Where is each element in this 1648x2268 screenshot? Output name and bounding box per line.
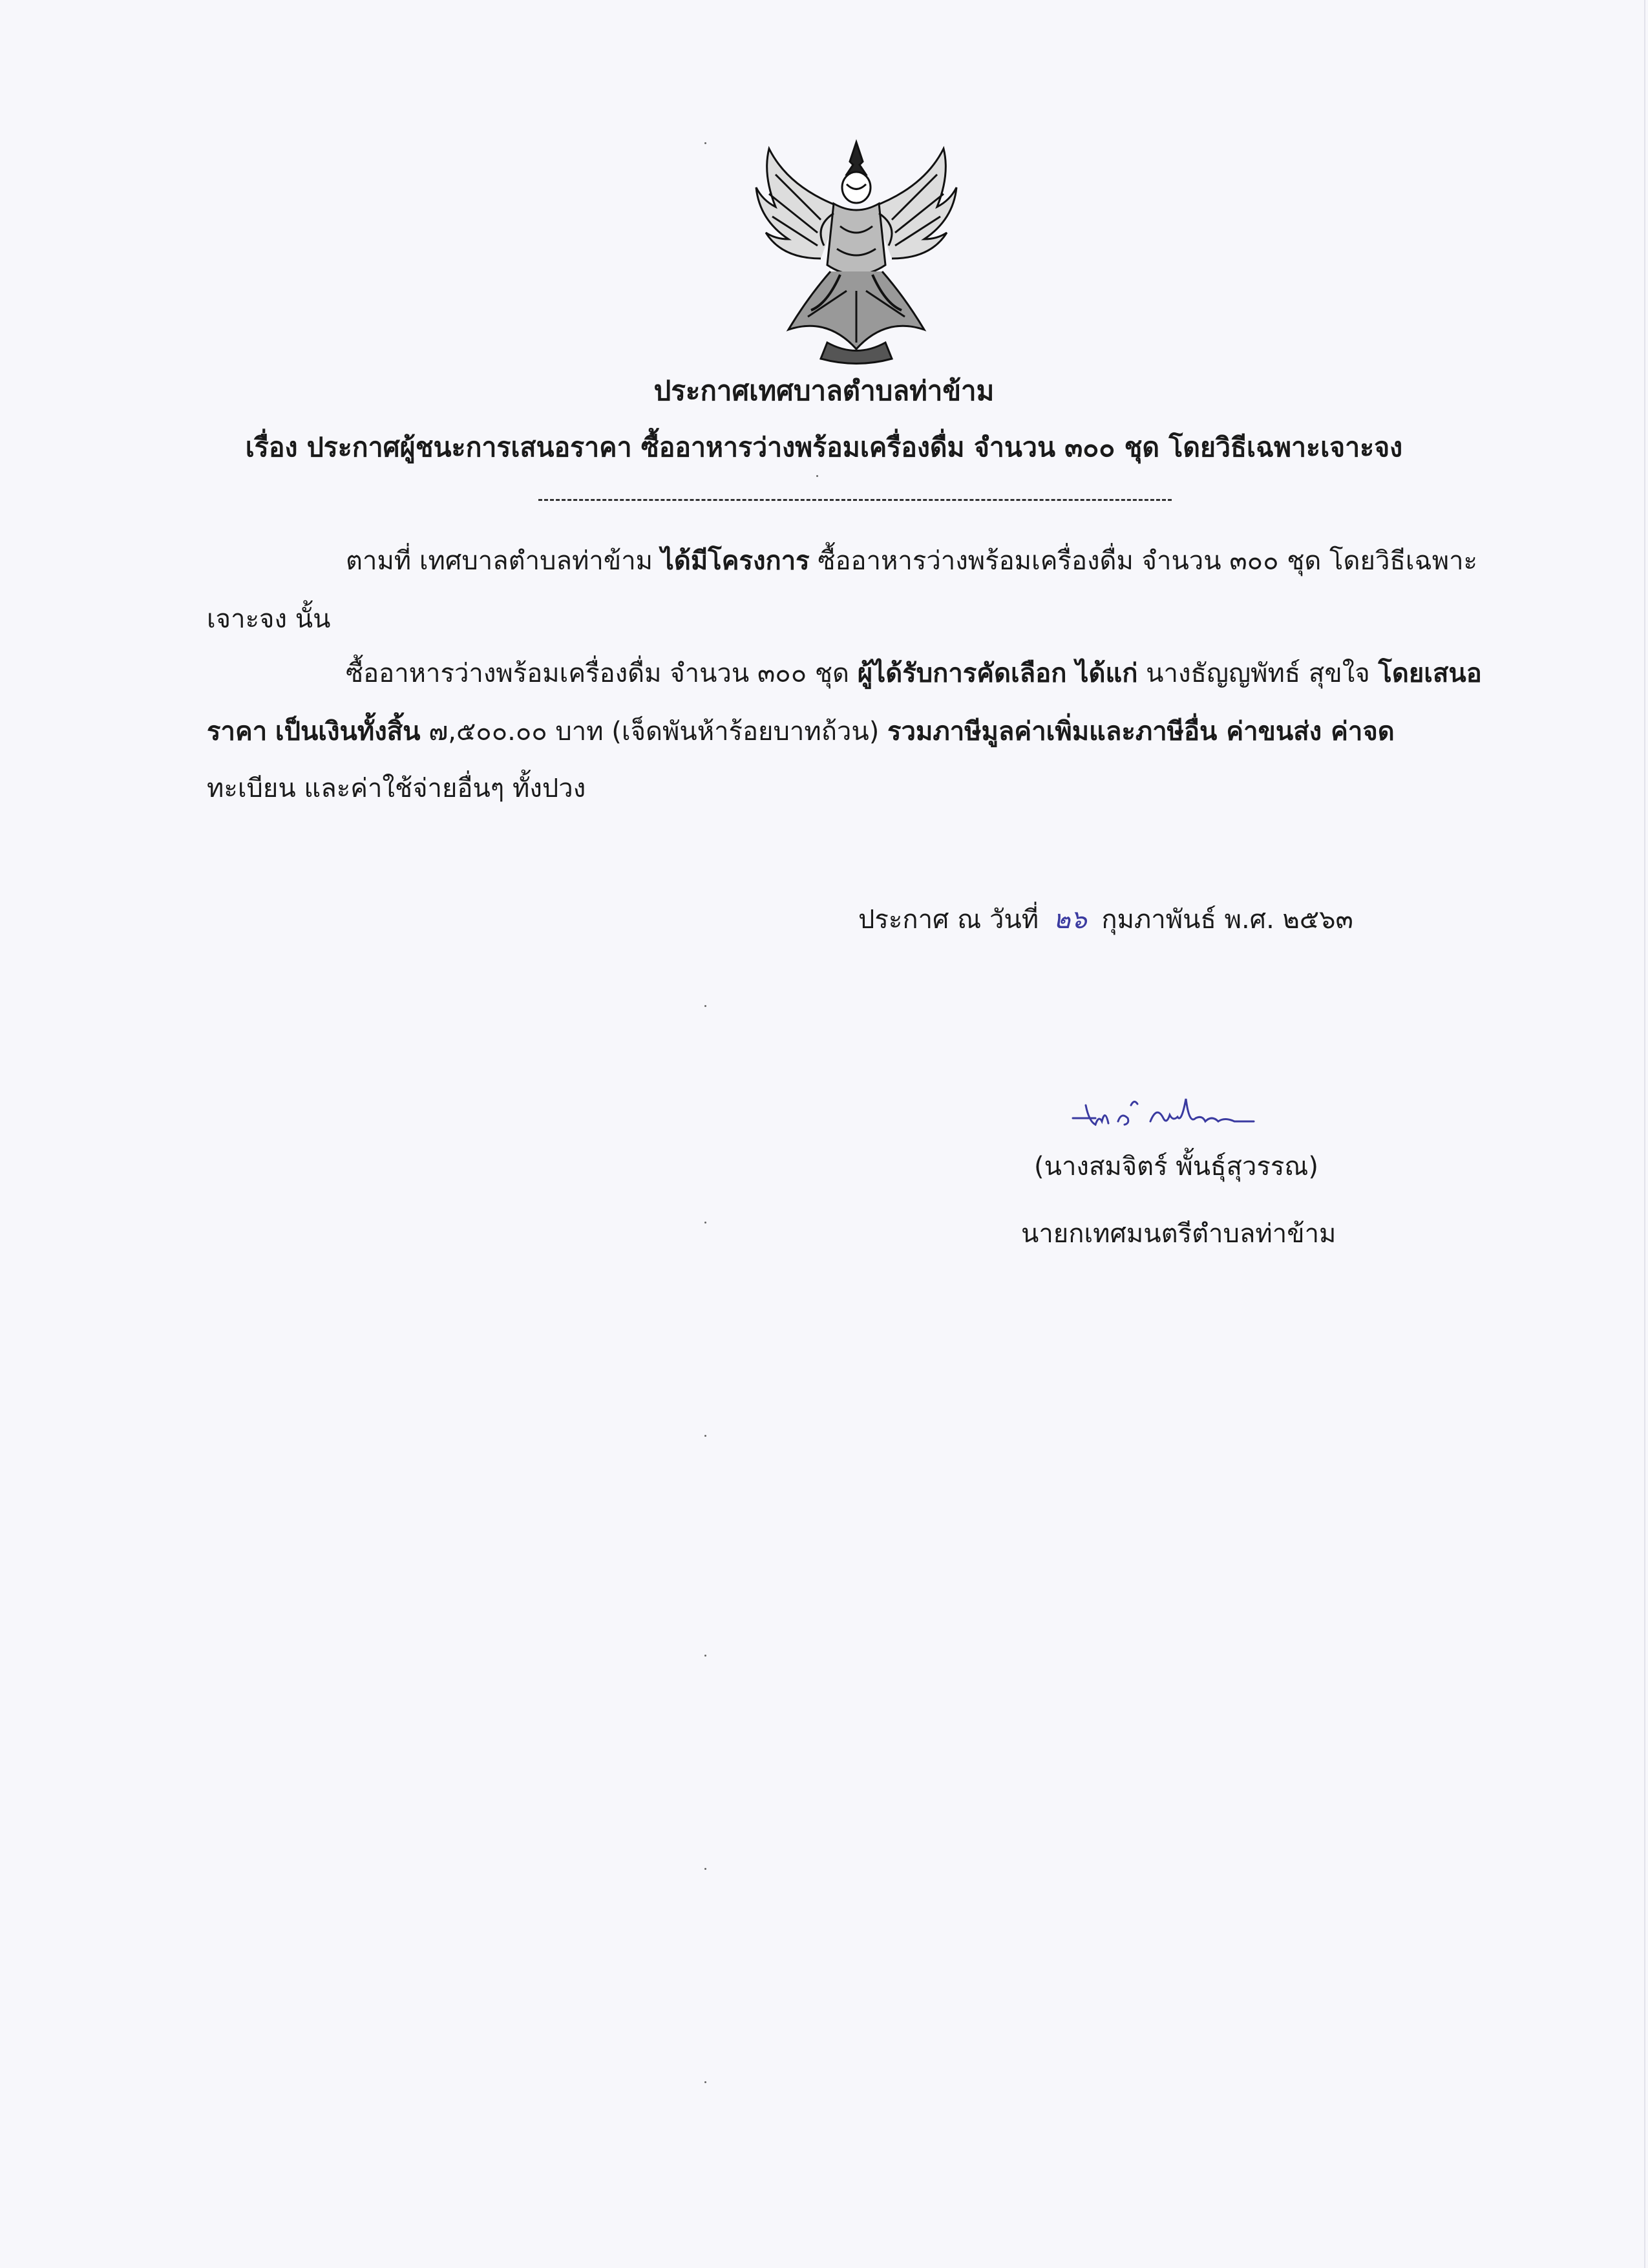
scan-speck — [704, 1005, 706, 1007]
date-day: ๒๖ — [1053, 905, 1087, 935]
p2-text-d: โดยเสนอ — [1378, 659, 1482, 688]
office-title: ประกาศเทศบาลตำบลท่าข้าม — [653, 375, 995, 407]
date-prefix: ประกาศ ณ วันที่ — [858, 905, 1039, 935]
scan-speck — [704, 1435, 706, 1437]
p1-text-b: ได้มีโครงการ — [660, 546, 810, 576]
p2-text-h: รวมภาษีมูลค่าเพิ่มและภาษีอื่น ค่าขนส่ง ค่าจด — [887, 717, 1395, 747]
scan-speck — [704, 1868, 706, 1870]
separator-line — [538, 499, 1172, 501]
p1-text-c: ซื้ออาหารว่างพร้อมเครื่องดื่ม จำนวน ๓๐๐ ชุด โดยวิธีเฉพาะ — [818, 546, 1478, 576]
p2-text-f: เป็นเงินทั้งสิ้น — [275, 717, 421, 747]
garuda-emblem-icon — [750, 136, 963, 368]
announcement-date — [858, 898, 1353, 940]
scan-speck — [704, 1222, 706, 1224]
p2-text-e: ราคา — [207, 717, 268, 747]
paragraph-1-line-1 — [346, 548, 1477, 574]
paragraph-2-line-3: ทะเบียน และค่าใช้จ่ายอื่นๆ ทั้งปวง — [207, 774, 586, 803]
p1-text-a: ตามที่ เทศบาลตำบลท่าข้าม — [346, 546, 653, 576]
scan-speck — [816, 475, 818, 477]
scan-speck — [704, 142, 706, 144]
subject-title: เรื่อง ประกาศผู้ชนะการเสนอราคา ซื้ออาหารว่างพร้อมเครื่องดื่ม จำนวน ๓๐๐ ชุด โดยวิธีเฉพาะเจาะจง — [245, 432, 1403, 463]
p2-text-g: ๗,๕๐๐.๐๐ บาท (เจ็ดพันห้าร้อยบาทถ้วน) — [428, 717, 880, 747]
signature-mark — [1066, 1086, 1260, 1138]
paragraph-2-line-2 — [207, 719, 1395, 745]
p2-text-b: ผู้ได้รับการคัดเลือก ได้แก่ — [857, 659, 1138, 688]
p2-text-c: นางธัญญพัทธ์ สุขใจ — [1146, 659, 1370, 688]
paragraph-1-line-2: เจาะจง นั้น — [207, 604, 331, 634]
signer-position: นายกเทศมนตรีตำบลท่าข้าม — [1021, 1219, 1336, 1249]
scan-speck — [704, 2081, 706, 2083]
signer-name: (นางสมจิตร์ พั้นธุ์สุวรรณ) — [1034, 1152, 1319, 1182]
p2-text-a: ซื้ออาหารว่างพร้อมเครื่องดื่ม จำนวน ๓๐๐ ชุด — [346, 659, 849, 688]
date-month-year: กุมภาพันธ์ พ.ศ. ๒๕๖๓ — [1101, 905, 1353, 935]
page-edge — [1644, 0, 1645, 2268]
scan-speck — [704, 1655, 706, 1657]
paragraph-2-line-1 — [346, 661, 1482, 686]
